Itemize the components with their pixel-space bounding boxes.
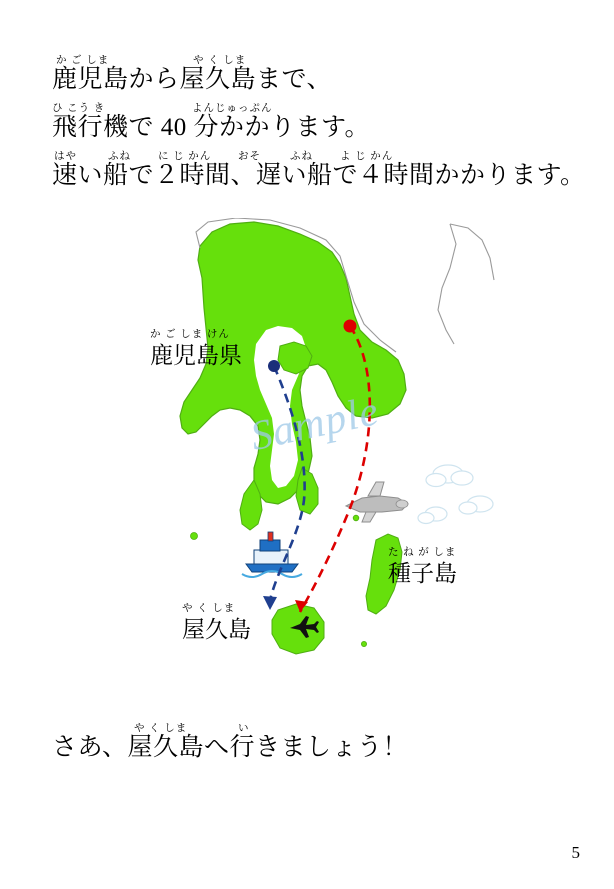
red-dot-marker bbox=[344, 320, 357, 333]
text-line-1 bbox=[52, 50, 572, 98]
ruby-fune-1: ふね bbox=[108, 151, 131, 162]
sea-route-arrow bbox=[263, 596, 277, 610]
ruby-fune-2: ふね bbox=[290, 151, 313, 162]
ruby-yojikan: よ じ かん bbox=[340, 151, 394, 162]
map-label-kagoshima bbox=[150, 330, 242, 367]
closing-line bbox=[52, 718, 572, 766]
cloud-icon-2 bbox=[459, 496, 493, 514]
osumi-peninsula-shape bbox=[296, 468, 318, 514]
sakurajima-shape bbox=[278, 342, 312, 374]
map-label-kagoshima-name: 鹿児島県 bbox=[150, 342, 242, 368]
text-line-2 bbox=[52, 98, 572, 146]
ruby-yakushima: や く しま bbox=[193, 55, 247, 66]
cloud-icon-3 bbox=[418, 507, 447, 524]
ruby-yonjuppun: よんじゅっぷん bbox=[192, 103, 273, 114]
intro-text-block bbox=[52, 50, 586, 194]
map-label-tanegashima bbox=[388, 548, 457, 585]
cloud-icon-1 bbox=[426, 465, 473, 487]
map-label-yakushima bbox=[182, 604, 251, 641]
map-label-tanegashima-name: 種子島 bbox=[388, 560, 457, 586]
page-number: 5 bbox=[571, 843, 580, 862]
shikoku-coast-shape bbox=[438, 224, 456, 344]
islet-2 bbox=[353, 515, 359, 521]
ruby-yakushima-closing: や く しま bbox=[134, 723, 188, 734]
sample-watermark: Sample bbox=[246, 388, 384, 460]
closing-text: さあ、屋久島へ行きましょう！ bbox=[52, 734, 409, 761]
ruby-haya: はや bbox=[54, 151, 77, 162]
line-3-text: 速い船で２時間、遅い船で４時間かかります。 bbox=[52, 162, 586, 189]
islet-1 bbox=[191, 533, 198, 540]
ruby-nijikan: に じ かん bbox=[158, 151, 212, 162]
shikoku-coast-shape-2 bbox=[450, 224, 494, 280]
ruby-hikouki: ひ こう き bbox=[52, 103, 106, 114]
closing-text-block bbox=[52, 718, 572, 766]
map-label-tanegashima-ruby: た ね が しま bbox=[388, 547, 457, 558]
ruby-oso: おそ bbox=[238, 151, 261, 162]
ruby-i-closing: い bbox=[238, 723, 250, 734]
map-label-kagoshima-ruby: か ご しま けん bbox=[150, 329, 230, 340]
islet-3 bbox=[361, 641, 366, 646]
line-2-text: 飛行機で 40 分かかります。 bbox=[52, 114, 371, 141]
map-label-yakushima-name: 屋久島 bbox=[182, 616, 251, 642]
blue-dot-marker bbox=[268, 360, 280, 372]
text-line-3 bbox=[52, 146, 586, 194]
map-illustration bbox=[150, 218, 500, 688]
line-1-text: 鹿児島から屋久島まで、 bbox=[52, 66, 333, 93]
ruby-kagoshima: か ご しま bbox=[56, 55, 110, 66]
map-label-yakushima-ruby: や く しま bbox=[182, 603, 236, 614]
ship-icon bbox=[242, 532, 302, 577]
